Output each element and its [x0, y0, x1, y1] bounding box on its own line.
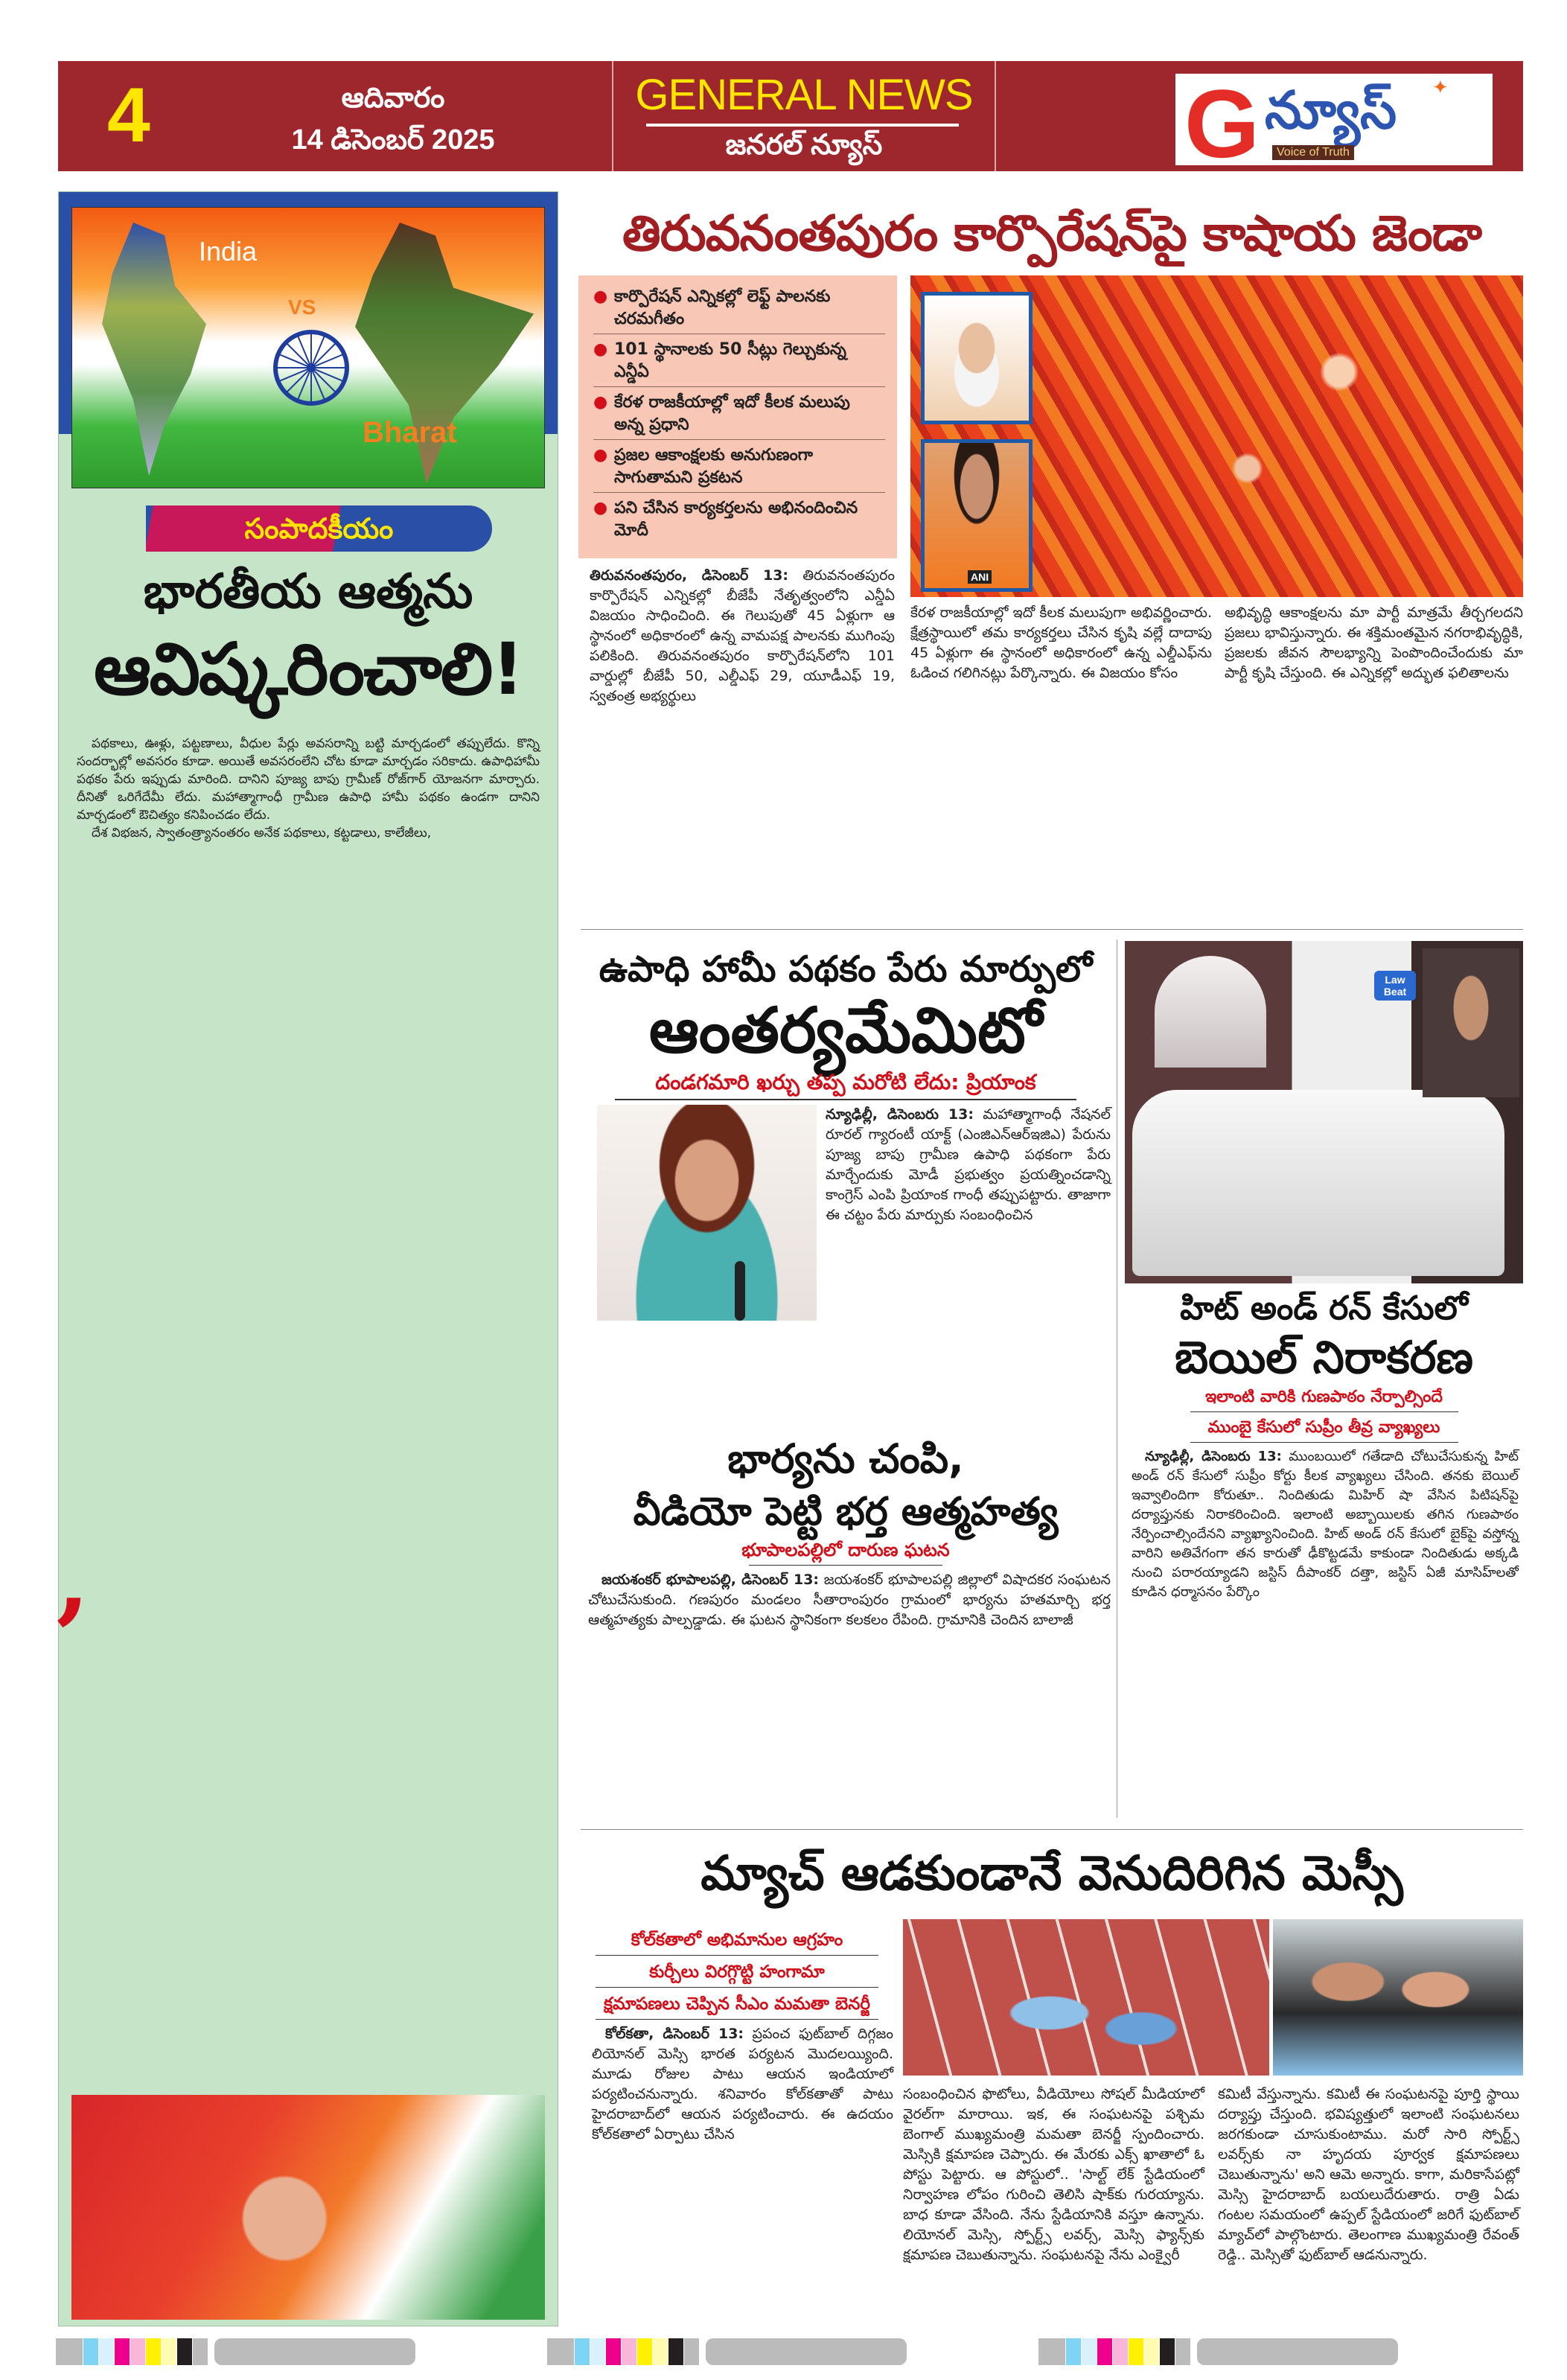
suicide-headline-line1: భార్యను చంపి, — [727, 1435, 964, 1482]
color-swatch — [115, 2338, 130, 2365]
newspaper-logo — [1175, 69, 1493, 178]
color-swatch — [1160, 2338, 1175, 2365]
hit-run-text-block — [1125, 1288, 1523, 1602]
bullet-text: కేరళ రాజకీయాల్లో ఇదో కీలక మలుపు అన్న ప్రధాని — [614, 393, 850, 434]
india-map-shape — [102, 223, 206, 476]
messi-text: సంబంధించిన ఫొటోలు, వీడియోలు సోషల్ మీడియాలో వైరల్‌గా మారాయి. ఇక, ఈ సంఘటనపై పశ్చిమ బెంగాల్ ముఖ్యమంత్రి మమతా బెనర్జీ స్పందించారు. మెస్సికి క్షమాపణ చెప్పారు. ఈ మేరకు ఎక్స్ ఖాతాలో ఓ పోస్టు పెట్టారు. ఆ పోస్టులో.. 'సాల్ట్ లేక్ స్టేడియంలో నిర్వాహణ లోపం గురించి తెలిసి షాక్‌కు గురయ్యాను. బాధ కూడా వేసింది. నేను స్టేడియానికి వస్తూ ఉన్నాను. లియోనల్ మెస్సి, స్పోర్ట్స్ లవర్స్, మెస్సి ఫ్యాన్స్‌కు క్షమాపణ చెబుతున్నాను. సంఘటనపై నేను ఎంక్వైరీ — [903, 2086, 1204, 2263]
color-swatch — [56, 2338, 83, 2365]
messi-left-block — [581, 1928, 893, 2145]
bullet-item — [593, 443, 885, 493]
color-swatch — [606, 2338, 621, 2365]
color-swatch — [575, 2338, 590, 2365]
color-swatch — [668, 2338, 683, 2365]
nrega-headline-line2: ఆంతర్యమేమిటో — [648, 994, 1043, 1067]
messi-col-3 — [1218, 2084, 1519, 2265]
lead-headline: తిరువనంతపురం కార్పొరేషన్‌పై కాషాయ జెండా — [622, 205, 1481, 262]
editorial-title-line2: ఆవిష్కరించాలి! — [93, 628, 523, 711]
editorial-paragraph: పథకాలు, ఊళ్లు, పట్టణాలు, వీధుల పేర్లు అవసరాన్ని బట్టి మార్చడంలో తప్పులేదు. కొన్ని సందర్భాల్లో అవసరం కూడా. అయితే అవసరంలేని చోట కూడా మార్చడం సరికాదు. ఉపాధిహామీ పథకం పేరు ఇప్పుడు మారింది. దానిని పూజ్య బాపు గ్రామీణ్ రోజ్‌గార్ యోజనగా మార్చారు. దీనితో ఒరిగేదేమీ లేదు. మహాత్మాగాంధీ గ్రామీణ ఉపాధి హామీ పథకం ఉండగా దానిని మార్చడంలో ఔచిత్యం కనిపించడం లేదు. — [77, 736, 540, 823]
subhead-rule — [1190, 1442, 1458, 1443]
section-title-te: జనరల్ న్యూస్ — [725, 130, 883, 161]
color-swatch — [653, 2338, 668, 2365]
bullet-dot-icon: ● — [593, 446, 608, 465]
bullet-item — [593, 284, 885, 334]
editorial-paragraph: దేశ విభజన, స్వాతంత్ర్యానంతరం అనేక పథకాలు, కట్టడాలు, కాలేజీలు, — [92, 826, 432, 840]
page-number: 4 — [107, 72, 150, 159]
color-swatch — [547, 2338, 574, 2365]
lead-col-1 — [590, 566, 895, 706]
subhead-rule — [1190, 1411, 1458, 1412]
color-swatch — [684, 2338, 699, 2365]
color-swatch — [177, 2338, 192, 2365]
nrega-row — [581, 1105, 1111, 1321]
bjp-celebration-photo — [910, 275, 1523, 597]
microphone-icon — [735, 1261, 745, 1321]
subhead-rule — [596, 1987, 878, 1988]
editorial-badge-label: సంపాదకీయం — [244, 512, 394, 545]
hit-and-run-photo — [1125, 941, 1523, 1283]
color-swatch — [162, 2338, 176, 2365]
color-swatch — [1097, 2338, 1112, 2365]
editorial-text-block — [59, 505, 558, 842]
image-label-bharat: Bharat — [363, 416, 457, 449]
supreme-court-dome — [1155, 956, 1266, 1068]
color-swatch — [590, 2338, 605, 2365]
bullet-dot-icon: ● — [593, 393, 608, 412]
india-vs-bharat-image — [71, 207, 545, 488]
color-swatch — [622, 2338, 636, 2365]
nrega-body — [826, 1105, 1111, 1225]
dateline: జయశంకర్ భూపాలపల్లి, డిసెంబర్ 13: — [601, 1572, 820, 1588]
color-swatch — [130, 2338, 145, 2365]
logo-word: న్యూస్ — [1265, 80, 1397, 141]
messi-text: కమిటీ వేస్తున్నాను. కమిటీ ఈ సంఘటనపై పూర్తి స్థాయి దర్యాప్తు చేస్తుంది. భవిష్యత్తులో ఇలాంటి సంఘటనలు జరగకుండా చూసుకుంటాము. మరో సారి స్పోర్ట్స్ లవర్స్‌కు నా హృదయ పూర్వక క్షమాపణలు చెబుతున్నాను' అని ఆమె అన్నారు. కాగా, మరికాసేపట్లో మెస్సి హైదరాబాద్ బయలుదేరుతారు. రాత్రి ఏడు గంటల సమయంలో ఉప్పల్ స్టేడియంలో జరిగే ఫుట్‌బాల్ మ్యాచ్‌లో పాల్గొంటారు. తెలంగాణ ముఖ్యమంత్రి రేవంత్ రెడ్డి.. మెస్సితో ఫుట్‌బాల్ ఆడనున్నారు. — [1218, 2086, 1519, 2263]
section-title-en: GENERAL NEWS — [635, 71, 973, 119]
dateline: న్యూఢిల్లీ, డిసెంబరు 13: — [1145, 1449, 1282, 1464]
nrega-headline-line1: ఉపాధి హామీ పథకం పేరు మార్పులో — [599, 948, 1093, 990]
bullet-dot-icon: ● — [593, 340, 608, 359]
gray-patch — [1197, 2338, 1398, 2365]
accused-inset — [1423, 948, 1519, 1097]
suicide-headline-line2: వీడియో పెట్టి భర్త ఆత్మహత్య — [633, 1490, 1059, 1534]
messi-headline: మ్యాచ్ ఆడకుండానే వెనుదిరిగిన మెస్సీ — [700, 1846, 1403, 1901]
quote-mark-icon: ‚ — [54, 1517, 91, 1639]
color-swatch — [193, 2338, 208, 2365]
law-beat-badge: Law Beat — [1374, 971, 1416, 1001]
messi-text: ప్రపంచ ఫుట్‌బాల్ దిగ్గజం లియోనల్ మెస్సి భారత పర్యటన మొదలయ్యింది. మూడు రోజుల పాటు ఆయన ఇండియాలో పర్యటించనున్నారు. శనివారం కోల్‌కతాతో పాటు హైదరాబాద్‌లో ఆయన పర్యటించారు. ఈ ఉదయం కోల్‌కతాలో ఏర్పాటు చేసిన — [592, 2026, 893, 2143]
editorial-body — [77, 735, 540, 842]
lead-col-2 — [910, 603, 1212, 683]
color-swatch — [1066, 2338, 1081, 2365]
suicide-text: జయశంకర్ భూపాలపల్లి జిల్లాలో విషాదకర సంఘటన చోటుచేసుకుంది. గణపురం మండలం సీతారాంపురం గ్రామంలో భార్యను హతమార్చి భర్త ఆత్మహత్యకు పాల్పడ్డాడు. ఈ ఘటన స్థానికంగా కలకలం రేపింది. గ్రామానికి చెందిన బాలాజీ — [588, 1572, 1111, 1628]
image-label-vs: VS — [288, 296, 316, 319]
masthead — [58, 61, 1523, 178]
bullet-dot-icon: ● — [593, 287, 608, 306]
subhead-rule — [596, 1955, 878, 1956]
issue-date — [229, 77, 557, 161]
messi-col-2 — [903, 2084, 1204, 2265]
section-rule — [646, 124, 959, 127]
color-swatch — [99, 2338, 114, 2365]
color-swatch — [1082, 2338, 1097, 2365]
section-divider — [581, 1829, 1523, 1830]
bullet-item — [593, 496, 885, 545]
day: ఆదివారం — [341, 83, 445, 114]
messi-subhead: కోల్‌కతాలో అభిమానుల ఆగ్రహం — [631, 1930, 843, 1950]
hit-run-text: ముంబయిలో గతేడాది చోటుచేసుకున్న హిట్ అండ్ రన్ కేసులో సుప్రీం కోర్టు కీలక వ్యాఖ్యలు చేసింది. తనకు బెయిల్ ఇవ్వాలిందిగా కోరుతూ.. నిందితుడు మిహిర్ షా వేసిన పిటిషన్‌పై దర్యాప్తునకు నిరాకరించింది. ఇలాంటి అబ్బాయిలకు తగిన గుణపాఠం నేర్పించాల్సిందేనని వ్యాఖ్యానించింది. హిట్ అండ్ రన్ కేసులో బైక్‌పై వస్తోన్న వారిని అతివేగంగా తన కారుతో ఢీకొట్టడమే కాకుండా నిందితుడు అక్కడి నుంచి పరారయ్యాడని జస్టిస్ దీపాంకర్ దత్తా, జస్టిస్ ఏజీ మాసిహ్‌లతో కూడిన ధర్మాసనం పేర్కొం — [1132, 1449, 1519, 1600]
image-label-india: India — [199, 236, 258, 267]
lead-bullets — [593, 284, 885, 545]
bird-icon: ✦ — [1432, 77, 1449, 99]
lead-col-3 — [1225, 603, 1523, 683]
girl-with-flag-image — [71, 2095, 545, 2320]
dateline: కోల్‌కతా, డిసెంబర్ 13: — [605, 2026, 744, 2042]
bullet-text: 101 స్థానాలకు 50 సీట్లు గెల్చుకున్న ఎన్డీఏ — [614, 340, 846, 381]
subhead-rule — [749, 1565, 942, 1566]
logo-tagline: Voice of Truth — [1272, 145, 1354, 160]
lead-left-block — [578, 275, 897, 706]
hit-run-headline-line1: హిట్ అండ్ రన్ కేసులో — [1180, 1289, 1468, 1327]
hit-run-body — [1132, 1447, 1519, 1602]
color-swatch — [1038, 2338, 1065, 2365]
gray-patch — [706, 2338, 907, 2365]
color-swatch — [1113, 2338, 1128, 2365]
ashoka-chakra-icon — [270, 327, 352, 409]
messi-subhead: క్షమాపణలు చెప్పిన సీఎం మమతా బెనర్జీ — [604, 1994, 870, 2014]
lead-bullets-box — [578, 275, 897, 558]
subhead-rule — [596, 2019, 878, 2020]
hit-run-subhead2: ముంబై కేసులో సుప్రీం తీవ్ర వ్యాఖ్యలు — [1207, 1418, 1440, 1437]
dateline: తిరువనంతపురం, డిసెంబర్ 13: — [590, 567, 789, 584]
messi-lead-body — [592, 2024, 893, 2145]
color-swatch — [637, 2338, 652, 2365]
nrega-subhead: దండగమారి ఖర్చు తప్ప మరోటి లేదు: ప్రియాంక — [655, 1070, 1036, 1094]
editorial-badge — [146, 505, 492, 552]
section-divider — [581, 929, 1523, 930]
subhead-rule — [615, 1099, 1076, 1100]
hit-run-headline-line2: బెయిల్ నిరాకరణ — [1175, 1332, 1473, 1384]
dateline: న్యూఢిల్లీ, డిసెంబరు 13: — [826, 1106, 974, 1123]
photo-credit: ANI — [968, 570, 992, 584]
modi-inset-photo — [921, 292, 1033, 424]
lead-text: కేరళ రాజకీయాల్లో ఇదో కీలక మలుపుగా అభివర్ణించారు. క్షేత్రస్థాయిలో తమ కార్యకర్తలు చేసిన కృషి వల్లే దాదాపు 45 ఏళ్లుగా ఈ స్థానంలో అధికారంలో ఉన్న ఎల్డీఎఫ్‌ను ఓడించ గలిగినట్లు పేర్కొన్నారు. ఈ విజయం కోసం — [910, 604, 1212, 681]
color-swatch — [1175, 2338, 1190, 2365]
logo-g: G — [1184, 69, 1260, 178]
nrega-text: మహాత్మాగాంధీ నేషనల్ రూరల్ గ్యారంటీ యాక్ట్ (ఎంజిఎన్ఆర్ఇజిఎ) పేరును పూజ్య బాపు గ్రామీణ ఉపాధి పథకంగా పేరు మార్చేందుకు మోడీ ప్రభుత్వం ప్రయత్నించడాన్ని కాంగ్రెస్ ఎంపి ప్రియాంక గాంధీ తప్పుపట్టారు. తాజాగా ఈ చట్టం పేరు మార్పుకు సంబంధించిన — [826, 1106, 1111, 1223]
middle-column — [581, 947, 1111, 1630]
suicide-body — [588, 1570, 1111, 1630]
gray-patch — [214, 2338, 415, 2365]
lead-text: తిరువనంతపురం కార్పొరేషన్ ఎన్నికల్లో బీజేపీ నేతృత్వంలోని ఎన్డీఏ విజయం సాధించింది. ఈ గెలుపుతో 45 ఏళ్లుగా ఆ స్థానంలో అధికారంలో ఉన్న వామపక్ష పాలనకు ముగింపు పలికింది. తిరువనంతపురం కార్పొరేషన్‌లోని 101 వార్డుల్లో బీజేపీ 50, ఎల్డీఎఫ్ 29, యూడీఎఫ్ 19, స్వతంత్ర అభ్యర్థులు — [590, 567, 896, 704]
messi-subhead: కుర్చీలు విరగ్గొట్టి హంగామా — [649, 1962, 825, 1982]
bullet-text: కార్పొరేషన్ ఎన్నికల్లో లెఫ్ట్ పాలనకు చరమగీతం — [614, 287, 831, 328]
priyanka-gandhi-photo — [597, 1105, 817, 1321]
bullet-text: పని చేసిన కార్యకర్తలను అభినందించిన మోదీ — [614, 499, 858, 540]
damaged-car — [1132, 1090, 1504, 1276]
color-swatch — [1144, 2338, 1159, 2365]
date: 14 డిసెంబర్ 2025 — [291, 124, 495, 156]
lead-text: అభివృద్ధి ఆకాంక్షలను మా పార్టీ మాత్రమే తీర్చగలదని ప్రజలు భావిస్తున్నారు. ఈ శక్తిమంతమైన నగరాభివృద్ధికి, ప్రజలకు జీవన సౌలభ్యాన్ని పెంపొందించేందుకు మా పార్టీ కృషి చేస్తుంది. ఈ ఎన్నికల్లో అద్భుత ఫలితాలను — [1225, 604, 1523, 681]
hit-run-subhead1: ఇలాంటి వారికి గుణపాఠం నేర్పాల్సిందే — [1205, 1388, 1443, 1406]
bullet-dot-icon: ● — [593, 499, 608, 517]
messi-photo — [1273, 1919, 1523, 2076]
print-color-bar — [56, 2338, 1522, 2365]
editorial-column — [54, 191, 558, 2326]
color-swatch — [83, 2338, 98, 2365]
editorial-title-line1: భారతీయ ఆత్మను — [143, 564, 473, 619]
bullet-item — [593, 390, 885, 440]
bullet-text: ప్రజల ఆకాంక్షలకు అనుగుణంగా సాగుతామని ప్రకటన — [614, 446, 814, 487]
suicide-subhead: భూపాలపల్లిలో దారుణ ఘటన — [741, 1540, 950, 1560]
color-swatch — [1129, 2338, 1143, 2365]
stadium-chairs-photo — [903, 1919, 1269, 2076]
color-swatch — [146, 2338, 161, 2365]
candidate-inset-photo — [921, 439, 1033, 592]
bullet-item — [593, 337, 885, 387]
